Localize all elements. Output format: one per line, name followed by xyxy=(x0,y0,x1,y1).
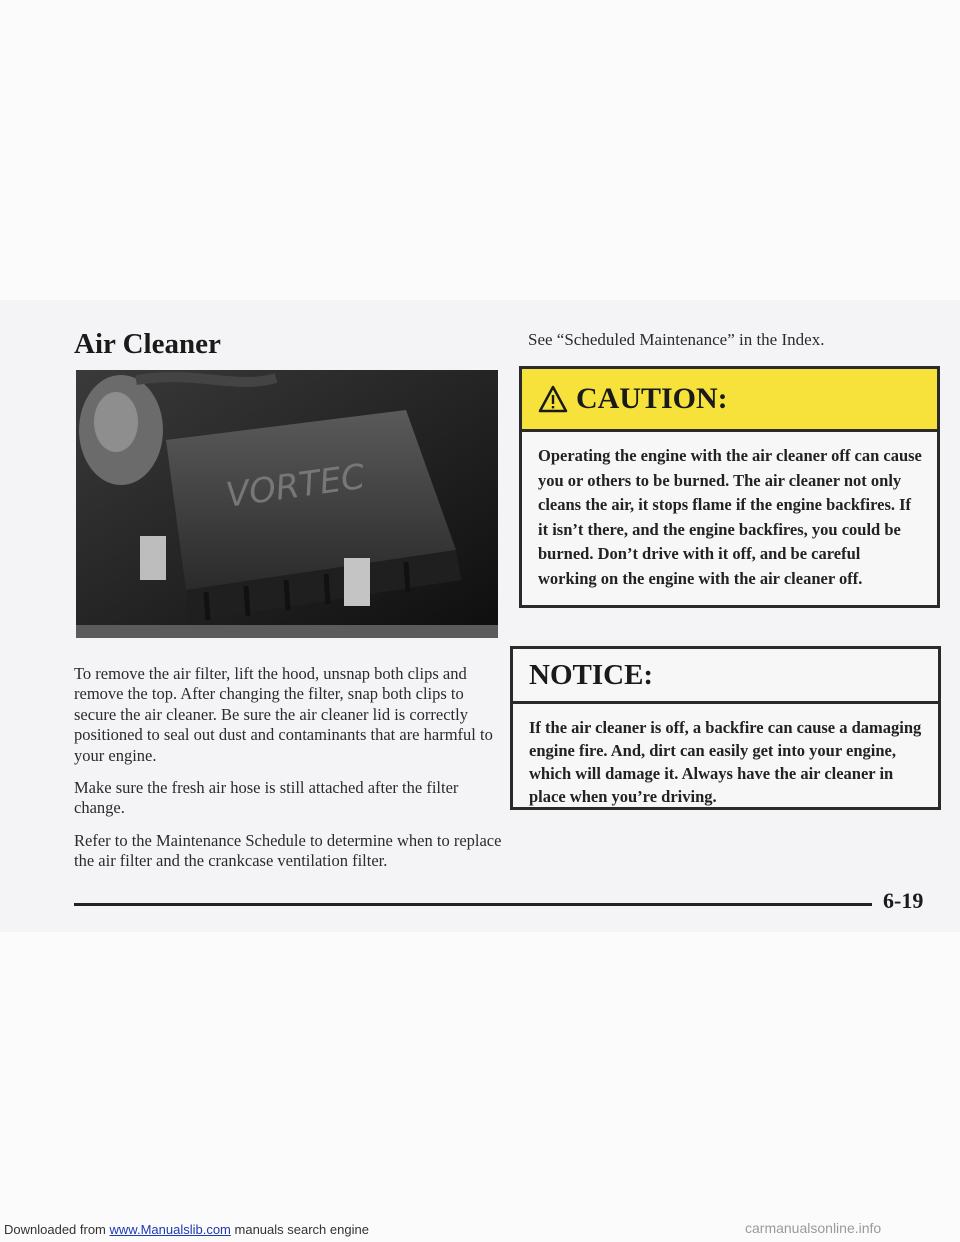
paragraph: To remove the air filter, lift the hood, unsnap both clips and remove the top. After changing the filter, snap both clips to secure the air cleaner. Be sure the air cleaner lid is correctly positioned to seal out dust and contaminants that are harmful to your engine. xyxy=(74,664,493,765)
notice-text: If the air cleaner is off, a backfire can cause a damaging engine fire. And, dirt can easily get into your engine, which will damage it. Always have the air cleaner in place when you’re driving. xyxy=(529,718,922,806)
caution-header xyxy=(522,369,937,432)
cross-reference: See “Scheduled Maintenance” in the Index. xyxy=(528,330,825,349)
instructions xyxy=(74,664,506,884)
paragraph: Make sure the fresh air hose is still attached after the filter change. xyxy=(74,778,459,818)
download-footer xyxy=(4,1222,369,1237)
notice-header xyxy=(513,649,938,704)
caution-label: CAUTION: xyxy=(576,382,728,415)
notice-label: NOTICE: xyxy=(529,658,654,691)
page-number: 6-19 xyxy=(883,888,924,913)
warning-triangle-icon xyxy=(538,385,568,413)
caution-text: Operating the engine with the air cleaner off can cause you or others to be burned. The air cleaner not only cleans the air, it stops flame if the engine backfires. If it isn’t there, and the engine backfires, you could be burned. Don’t drive with it off, and be careful working on the engine with the air cleaner off. xyxy=(538,446,922,588)
footer-prefix: Downloaded from xyxy=(4,1222,106,1237)
air-cleaner-photo xyxy=(76,370,498,638)
caution-box xyxy=(519,366,940,608)
footer-rule xyxy=(74,903,872,906)
footer-suffix: manuals search engine xyxy=(234,1222,369,1237)
paragraph: Refer to the Maintenance Schedule to determine when to replace the air filter and the crankcase ventilation filter. xyxy=(74,830,502,871)
manualslib-link[interactable]: www.Manualslib.com xyxy=(109,1222,231,1237)
watermark: carmanualsonline.info xyxy=(745,1220,882,1236)
section-title: Air Cleaner xyxy=(74,328,221,360)
notice-box xyxy=(510,646,941,810)
svg-text:VORTEC: VORTEC xyxy=(223,456,368,516)
